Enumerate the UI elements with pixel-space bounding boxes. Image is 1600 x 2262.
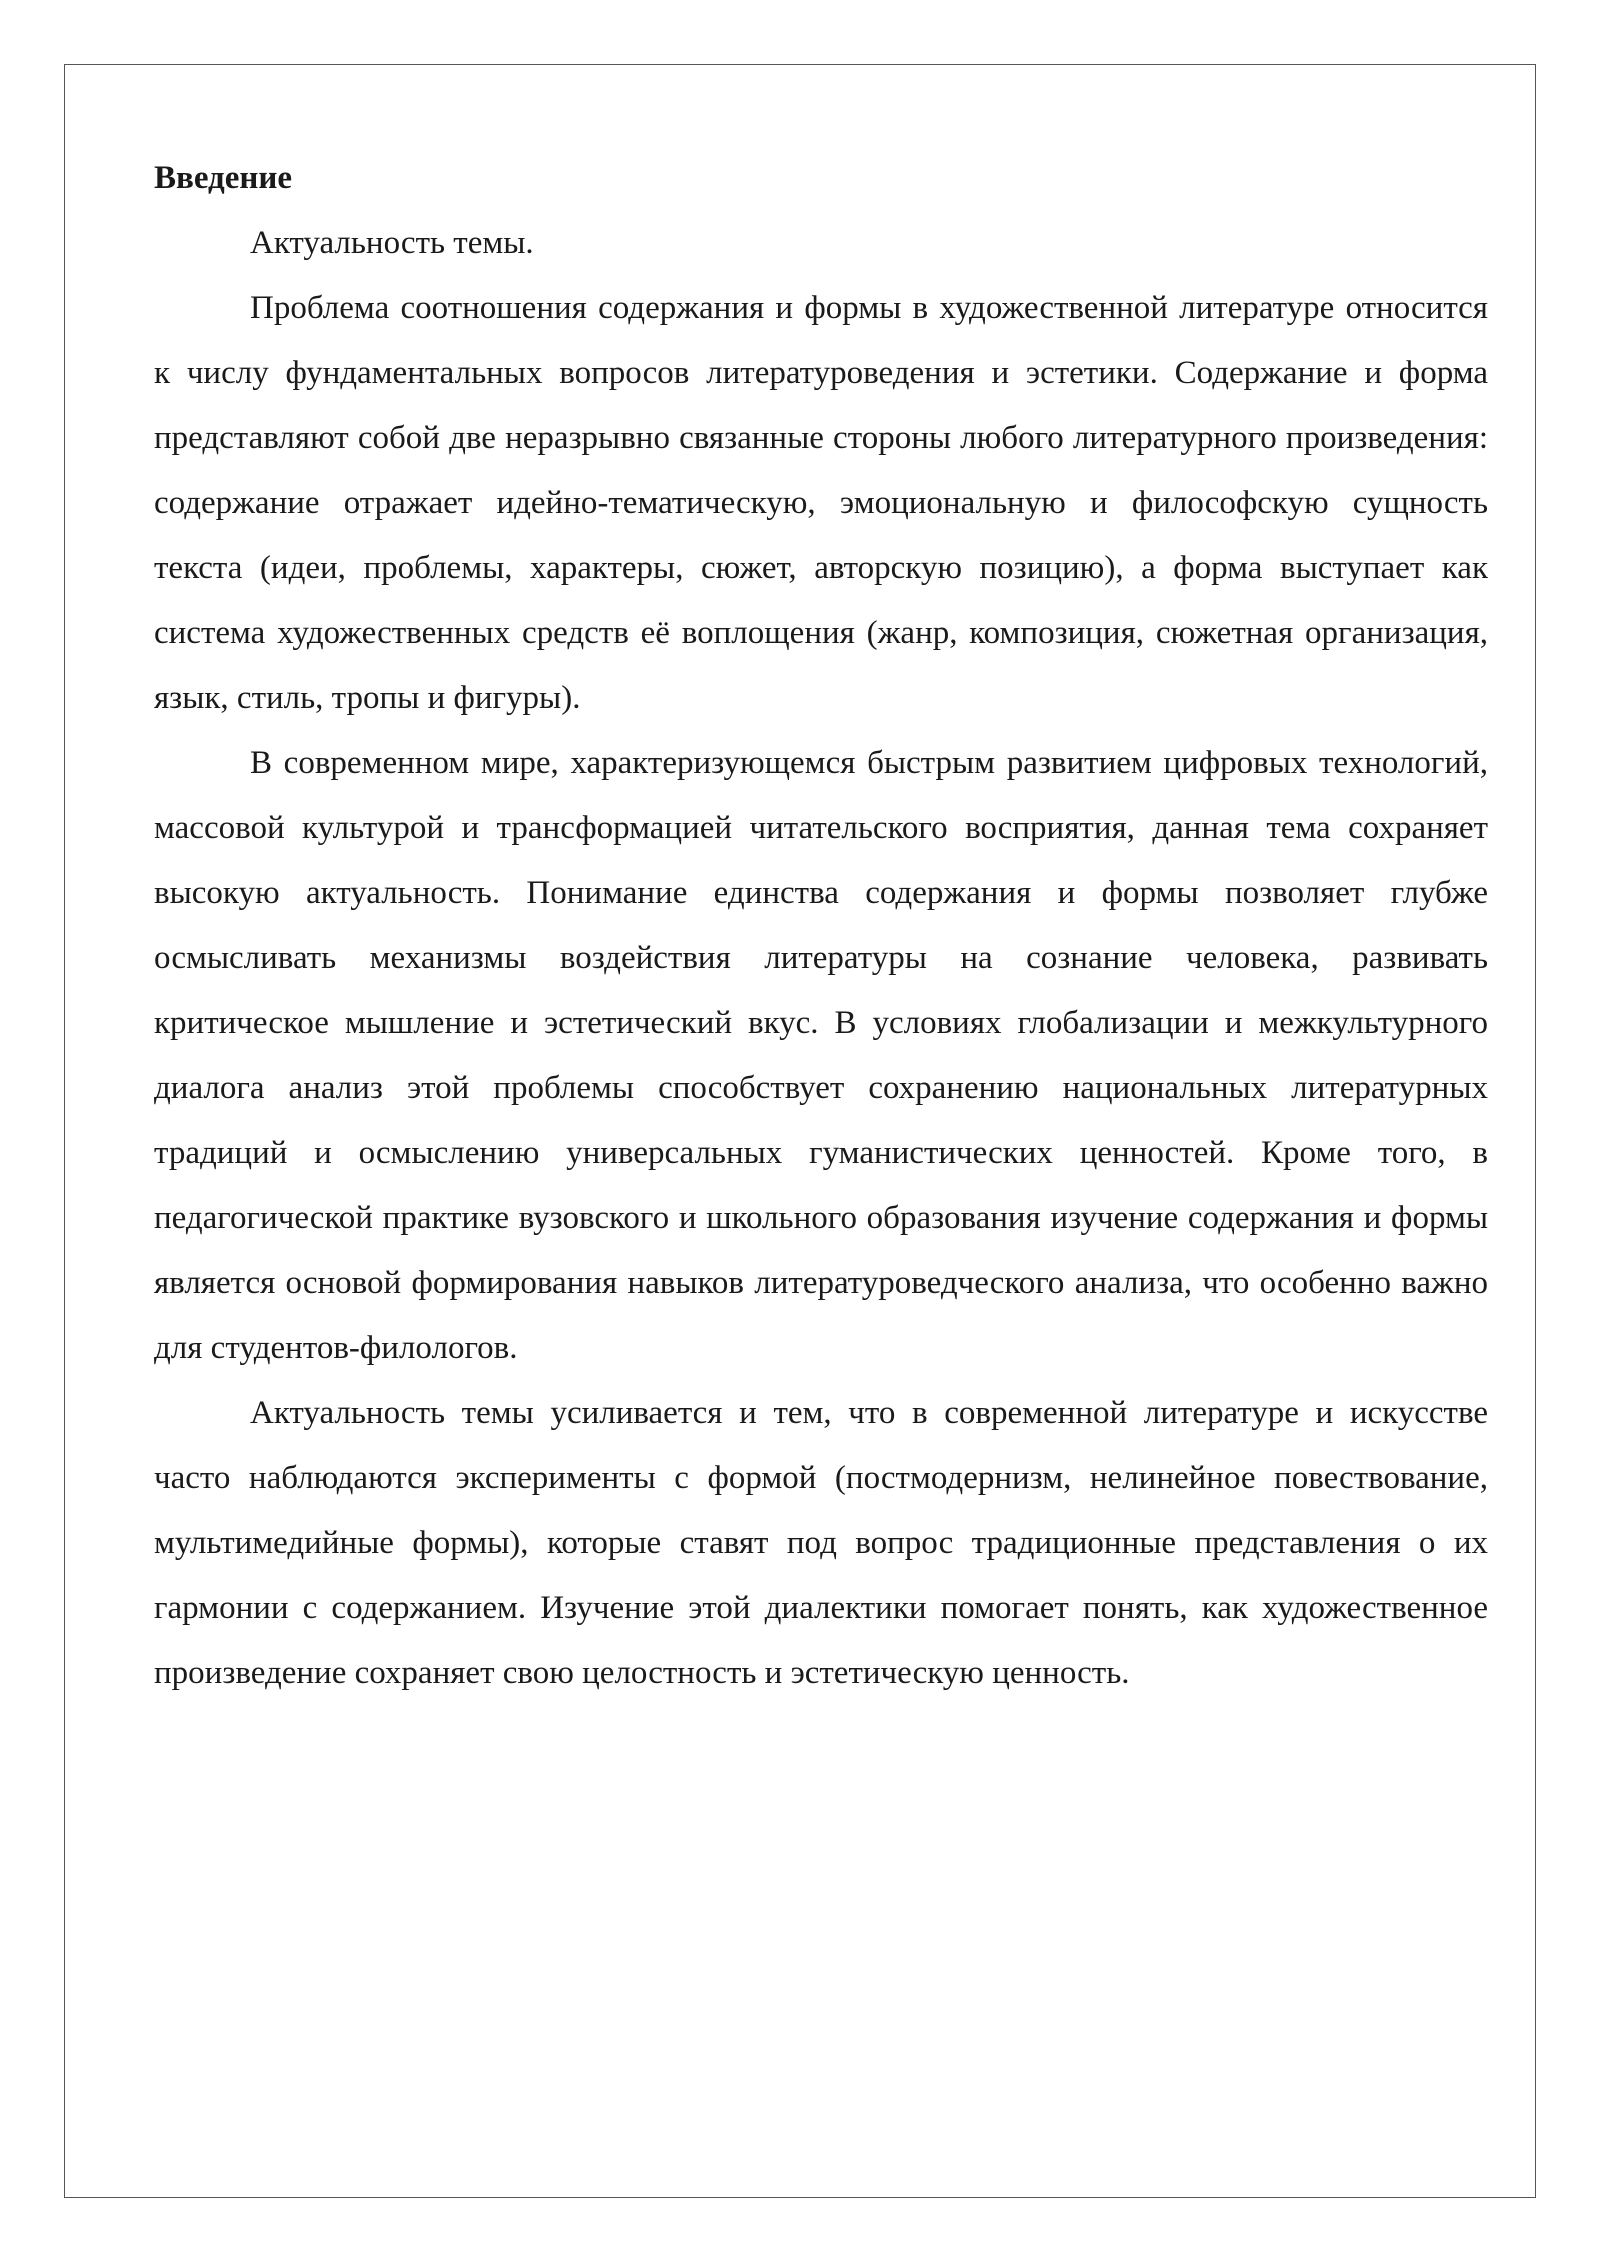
paragraph-1: Проблема соотношения содержания и формы в художественной литературе относится к числу фундаментальных вопросов литературоведения и эстетики. Содержание и форма представляют собой две неразрывно связанные стороны любого литературного произведения: содержание отражает идейно-тематическую, эмоциональную и философскую сущность текста (идеи, проблемы, характеры, сюжет, авторскую позицию), а форма выступает как система художественных средств её воплощения (жанр, композиция, сюжетная организация, язык, стиль, тропы и фигуры). — [154, 290, 1488, 716]
subheading: Актуальность темы. — [250, 225, 534, 261]
paragraph-3: Актуальность темы усиливается и тем, что в современной литературе и искусстве часто наблюдаются эксперименты с формой (постмодернизм, нелинейное повествование, мультимедийные формы), которые ставят под вопрос традиционные представления о их гармонии с содержанием. Изучение этой диалектики помогает понять, как художественное произведение сохраняет свою целостность и эстетическую ценность. — [154, 1395, 1488, 1691]
paragraph-2: В современном мире, характеризующемся быстрым развитием цифровых технологий, массовой культурой и трансформацией читательского восприятия, данная тема сохраняет высокую актуальность. Понимание единства содержания и формы позволяет глубже осмысливать механизмы воздействия литературы на сознание человека, развивать критическое мышление и эстетический вкус. В условиях глобализации и межкультурного диалога анализ этой проблемы способствует сохранению национальных литературных традиций и осмыслению универсальных гуманистических ценностей. Кроме того, в педагогической практике вузовского и школьного образования изучение содержания и формы является основой формирования навыков литературоведческого анализа, что особенно важно для студентов-филологов. — [154, 745, 1488, 1366]
section-heading: Введение — [154, 160, 293, 196]
document-body — [154, 146, 1488, 1706]
